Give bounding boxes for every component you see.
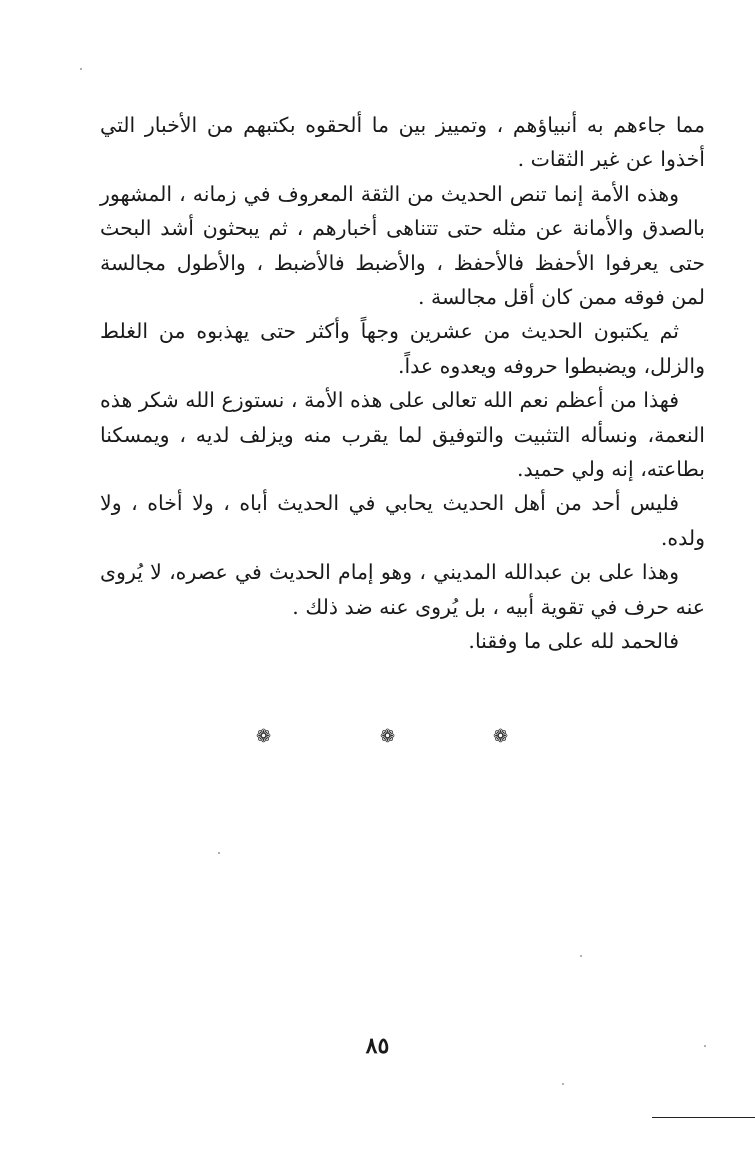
paragraph-6: وهذا على بن عبدالله المديني ، وهو إمام الحديث في عصره، لا يُروى عنه حرف في تقوية أبيه ، بل يُروى عنه ضد ذلك . — [100, 560, 705, 619]
scan-speck — [562, 1083, 564, 1085]
section-divider — [0, 726, 755, 756]
scan-speck — [704, 1045, 706, 1047]
flower-ornament-icon: ❁ — [493, 726, 509, 747]
page-body — [100, 108, 705, 659]
paragraph-2: وهذه الأمة إنما تنص الحديث من الثقة المعروف في زمانه ، المشهور بالصدق والأمانة عن مثله حتى تتناهى أخبارهم ، ثم يبحثون أشد البحث حتى يعرفوا الأحفظ فالأحفظ ، والأضبط فالأضبط ، والأطول مجالسة لمن فوقه ممن كان أقل مجالسة . — [100, 181, 705, 310]
scan-speck — [80, 68, 82, 70]
paragraph-3: ثم يكتبون الحديث من عشرين وجهاً وأكثر حتى يهذبوه من الغلط والزلل، ويضبطوا حروفه ويعدوه عداً. — [100, 319, 705, 378]
paragraph-5: فليس أحد من أهل الحديث يحابي في الحديث أباه ، ولا أخاه ، ولا ولده. — [100, 491, 705, 550]
paragraph-7: فالحمد لله على ما وفقنا. — [468, 629, 679, 654]
flower-ornament-icon: ❁ — [256, 726, 272, 747]
scan-speck — [580, 955, 582, 957]
footer-rule — [652, 1117, 755, 1118]
paragraph-4: فهذا من أعظم نعم الله تعالى على هذه الأمة ، نستوزع الله شكر هذه النعمة، ونسأله التثبيت والتوفيق لما يقرب منه ويزلف لديه ، ويمسكنا بطاعته، إنه ولي حميد. — [100, 388, 705, 482]
flower-ornament-icon: ❁ — [380, 726, 396, 747]
page-number: ٨٥ — [365, 1033, 390, 1059]
paragraph-1: مما جاءهم به أنبياؤهم ، وتمييز بين ما ألحقوه بكتبهم من الأخبار التي أخذوا عن غير الثقات . — [100, 113, 705, 172]
scan-speck — [218, 852, 220, 854]
